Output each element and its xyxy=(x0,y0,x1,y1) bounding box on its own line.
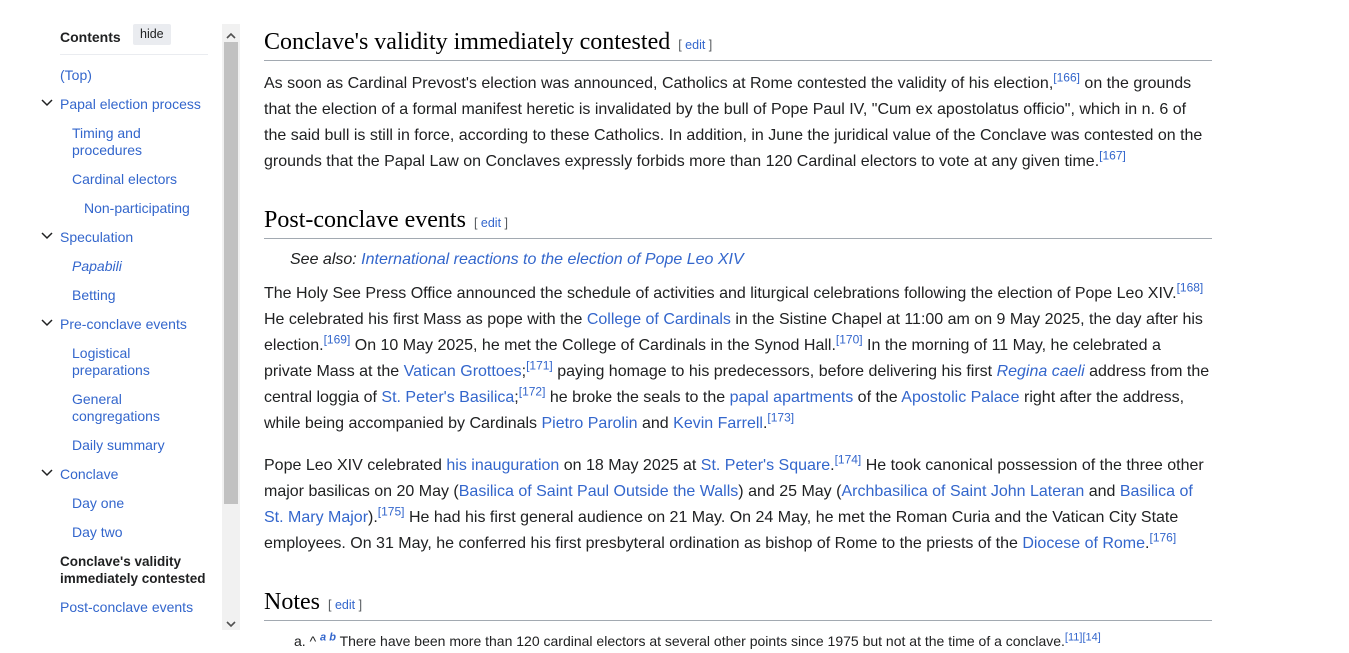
chevron-down-icon[interactable] xyxy=(40,229,54,243)
see-also-prefix: See also: xyxy=(290,251,362,268)
toc-title: Contents xyxy=(60,29,121,45)
edit-link[interactable]: edit xyxy=(685,38,706,52)
paragraph xyxy=(264,71,1212,175)
toc-item-papabili[interactable]: Papabili xyxy=(72,258,122,274)
citation-link[interactable]: [174] xyxy=(834,452,862,467)
paragraph-text: and xyxy=(637,415,674,432)
see-also-link[interactable]: International reactions to the election of Pope Leo XIV xyxy=(361,251,744,268)
paragraph-text: ; xyxy=(521,363,527,380)
wiki-link[interactable]: Archbasilica of Saint John Lateran xyxy=(841,483,1085,500)
wiki-link[interactable]: his inauguration xyxy=(446,457,560,474)
note-marker: a. ^ xyxy=(294,633,321,649)
toc-item-pre-conclave-events[interactable]: Pre-conclave events xyxy=(60,316,187,332)
toc-item-conclave-validity-active[interactable]: Conclave's validity immediately contested xyxy=(60,554,206,586)
scroll-up-arrow-icon[interactable] xyxy=(226,28,236,38)
toc-item-betting[interactable]: Betting xyxy=(72,287,116,303)
toc-item-logistical-preparations[interactable]: Logistical preparations xyxy=(72,345,150,378)
heading-text: Conclave's validity immediately contested xyxy=(264,29,671,55)
paragraph-text: Pope Leo XIV celebrated xyxy=(264,457,447,474)
paragraph-text: of the xyxy=(853,389,902,406)
toc-item-day-two[interactable]: Day two xyxy=(72,524,123,540)
citation-link[interactable]: [172] xyxy=(518,384,546,399)
scrollbar-thumb[interactable] xyxy=(224,42,238,504)
paragraph-text: ) and 25 May ( xyxy=(738,483,842,500)
section-heading xyxy=(264,589,1212,621)
paragraph-text: He celebrated his first Mass as pope with the xyxy=(264,311,587,328)
paragraph-text: As soon as Cardinal Prevost's election was announced, Catholics at Rome contested the validity of his election, xyxy=(264,75,1054,92)
toc-item-post-conclave-events[interactable]: Post-conclave events xyxy=(60,599,194,615)
chevron-down-icon[interactable] xyxy=(40,96,54,110)
toc-scrollbar[interactable] xyxy=(222,24,240,630)
wiki-link[interactable]: Apostolic Palace xyxy=(901,389,1020,406)
toc-hide-button[interactable]: hide xyxy=(133,24,171,45)
wiki-link[interactable]: Pietro Parolin xyxy=(541,415,638,432)
citation-link[interactable]: [166] xyxy=(1053,70,1080,85)
wiki-link[interactable]: Regina caeli xyxy=(996,363,1085,380)
backlink-b[interactable]: b xyxy=(329,631,336,644)
heading-text: Post-conclave events xyxy=(264,207,466,233)
edit-link[interactable]: edit xyxy=(480,216,502,230)
paragraph-text: ). xyxy=(368,509,378,526)
toc-item-speculation[interactable]: Speculation xyxy=(60,229,134,245)
wiki-link[interactable]: Kevin Farrell xyxy=(673,415,763,432)
paragraph-text: ; xyxy=(514,389,519,406)
toc-item-non-participating[interactable]: Non-participating xyxy=(84,200,190,216)
citation-link[interactable]: [176] xyxy=(1149,530,1177,545)
chevron-down-icon[interactable] xyxy=(40,466,54,480)
toc-item-conclave[interactable]: Conclave xyxy=(60,466,119,482)
edit-link[interactable]: edit xyxy=(334,598,356,612)
section-heading xyxy=(264,207,1212,239)
edit-section-link[interactable]: [ edit ] xyxy=(678,38,713,52)
note-item xyxy=(294,632,1101,650)
edit-section-link[interactable]: [ edit ] xyxy=(328,598,363,612)
backlink-a[interactable]: a xyxy=(320,631,327,644)
paragraph xyxy=(264,453,1212,557)
toc-item-papal-election-process[interactable]: Papal election process xyxy=(60,96,201,112)
paragraph-text: and xyxy=(1084,483,1120,500)
edit-section-link[interactable]: [ edit ] xyxy=(473,216,508,230)
wiki-link[interactable]: Basilica of St. Mary Major xyxy=(264,483,1193,526)
citation-link[interactable]: [11] xyxy=(1064,631,1083,644)
wiki-link[interactable]: St. Peter's Square xyxy=(700,457,831,474)
citation-link[interactable]: [169] xyxy=(323,332,351,347)
paragraph-text: on the grounds that the election of a formal manifest heretic is invalidated by the bull of Pope Paul IV, "Cum ex apostolatus officio", which in n. 6 of the said bull is still in force, according to these Catholics. In addition, in June the juridical value of the Conclave was contested on the grounds that the Papal Law on Conclaves expressly forbids more than 120 Cardinal electors to vote at any given time. xyxy=(264,75,1203,170)
wiki-link[interactable]: St. Peter's Basilica xyxy=(381,389,515,406)
scroll-down-arrow-icon[interactable] xyxy=(226,616,236,626)
paragraph-text: address from the central loggia of xyxy=(264,363,1210,406)
paragraph-text: The Holy See Press Office announced the schedule of activities and liturgical celebrations following the election of Pope Leo XIV. xyxy=(264,285,1177,302)
wiki-link[interactable]: papal apartments xyxy=(729,389,854,406)
paragraph xyxy=(264,281,1212,437)
citation-link[interactable]: [171] xyxy=(526,358,553,373)
toc-item-cardinal-electors[interactable]: Cardinal electors xyxy=(72,171,178,187)
paragraph-text: he broke the seals to the xyxy=(545,389,730,406)
toc-item-timing-and-procedures[interactable]: Timing and procedures xyxy=(72,125,143,158)
toc-item-day-one[interactable]: Day one xyxy=(72,495,125,511)
note-text: There have been more than 120 cardinal electors at several other points since 1975 but not at the time of a conclave. xyxy=(335,633,1065,649)
paragraph-text: In the morning of 11 May, he celebrated a private Mass at the xyxy=(264,337,1161,380)
see-also-hatnote xyxy=(290,250,744,270)
section-heading xyxy=(264,29,1212,61)
citation-link[interactable]: [173] xyxy=(767,410,795,425)
paragraph-text: in the Sistine Chapel at 11:00 am on 9 May 2025, the day after his election. xyxy=(264,311,1203,354)
toc-item-top[interactable]: (Top) xyxy=(60,67,92,83)
paragraph-text: right after the address, while being accompanied by Cardinals xyxy=(264,389,1185,432)
paragraph-text: On 10 May 2025, he met the College of Cardinals in the Synod Hall. xyxy=(350,337,836,354)
paragraph-text: He had his first general audience on 21 May. On 24 May, he met the Roman Curia and the Vatican City State employees. On 31 May, he conferred his first presbyteral ordination as bishop of Rome to the priests of the xyxy=(264,509,1179,552)
toc-item-general-congregations[interactable]: General congregations xyxy=(72,391,160,424)
toc-item-daily-summary[interactable]: Daily summary xyxy=(72,437,165,453)
wiki-link[interactable]: College of Cardinals xyxy=(586,311,731,328)
toc-header xyxy=(60,24,208,55)
paragraph-text: . xyxy=(762,415,768,432)
wiki-link[interactable]: Basilica of Saint Paul Outside the Walls xyxy=(458,483,739,500)
wiki-link[interactable]: Vatican Grottoes xyxy=(403,363,522,380)
heading-text: Notes xyxy=(264,589,320,615)
citation-link[interactable]: [167] xyxy=(1099,148,1126,163)
citation-link[interactable]: [14] xyxy=(1082,631,1101,644)
wiki-link[interactable]: Diocese of Rome xyxy=(1022,535,1146,552)
paragraph-text: paying homage to his predecessors, before delivering his first xyxy=(552,363,997,380)
table-of-contents xyxy=(0,0,222,653)
paragraph-text: He took canonical possession of the three other major basilicas on 20 May ( xyxy=(264,457,1204,500)
citation-link[interactable]: [170] xyxy=(835,332,863,347)
paragraph-text: on 18 May 2025 at xyxy=(559,457,701,474)
citation-link[interactable]: [175] xyxy=(377,504,405,519)
citation-link[interactable]: [168] xyxy=(1176,280,1204,295)
paragraph-text: . xyxy=(1145,535,1150,552)
chevron-down-icon[interactable] xyxy=(40,316,54,330)
paragraph-text: . xyxy=(830,457,835,474)
